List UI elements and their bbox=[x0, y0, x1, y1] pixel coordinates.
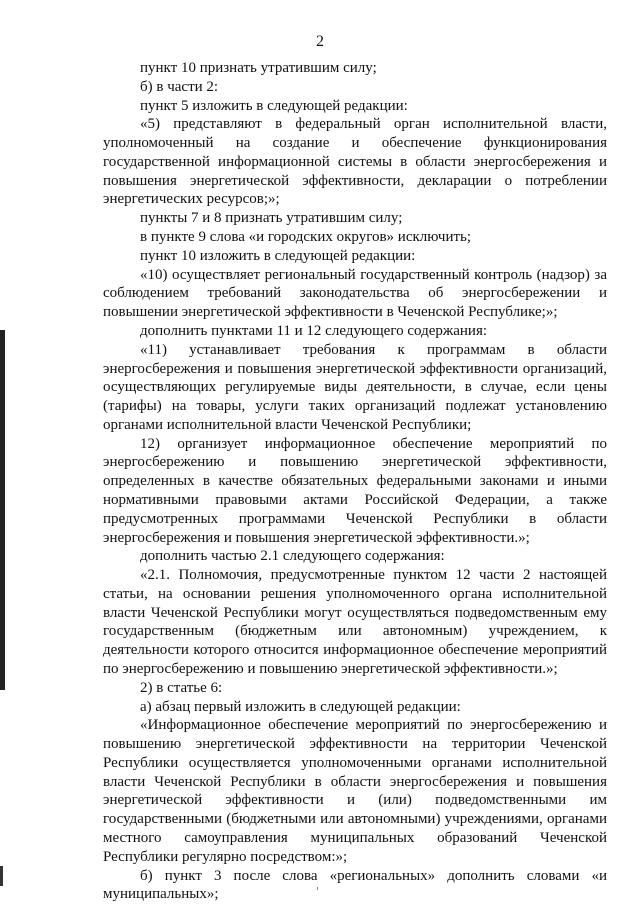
paragraph: «11) устанавливает требования к программам в области энергосбережения и повышения энергетической эффективности организаций, осуществляющих регулируемые виды деятельности, в случае, если цены (тарифы) на товары, услуги таких организаций подлежат установлению органами исполнительной власти Чеченской Республики; bbox=[103, 341, 607, 433]
paragraph: б) пункт 3 после слова «региональных» дополнить словами «и муниципальных»; bbox=[103, 867, 607, 903]
paragraph: б) в части 2: bbox=[140, 78, 219, 95]
paragraph: дополнить пунктами 11 и 12 следующего содержания: bbox=[140, 322, 488, 339]
paragraph: 12) организует информационное обеспечение мероприятий по энергосбережению и повышению энергетической эффективности, определенных в качестве обязательных федеральными законами и иными нормативными правовыми актами Российской Федерации, а также предусмотренных программами Чеченской Республики в области энергосбережения и повышения энергетической эффективности.»; bbox=[103, 435, 607, 546]
scan-edge-mark bbox=[0, 866, 3, 886]
paragraph: «Информационное обеспечение мероприятий по энергосбережению и повышению энергетической эффективности на территории Чеченской Республики осуществляется уполномоченными органами исполнительной власти Чеченской Республики в области энергосбережения и повышения энергетической эффективности и (или) подведомственными им государственными (бюджетными или автономными) учреждениями, органами местного самоуправления муниципальных образований Чеченской Республики регулярно посредством:»; bbox=[103, 717, 607, 865]
paragraph: пункты 7 и 8 признать утратившим силу; bbox=[140, 210, 403, 227]
paragraph: пункт 5 изложить в следующей редакции: bbox=[140, 97, 408, 114]
paragraph: 2) в статье 6: bbox=[140, 679, 223, 696]
paragraph: пункт 10 признать утратившим силу; bbox=[140, 60, 377, 76]
paragraph: дополнить частью 2.1 следующего содержания: bbox=[140, 548, 445, 565]
paragraph: «5) представляют в федеральный орган исполнительной власти, уполномоченный на создание и обеспечение функционирования государственной информационной системы в области энергосбережения и повышения энергетической эффективности, декларации о потреблении энергетических ресурсов;»; bbox=[103, 116, 607, 208]
paragraph: «10) осуществляет региональный государственный контроль (надзор) за соблюдением требований законодательства об энергосбережении и повышении энергетической эффективности в Чеченской Республике;»; bbox=[103, 266, 607, 321]
paragraph: в пункте 9 слова «и городских округов» исключить; bbox=[140, 229, 472, 246]
paragraph: пункт 10 изложить в следующей редакции: bbox=[140, 247, 416, 264]
paragraph: «2.1. Полномочия, предусмотренные пунктом 12 части 2 настоящей статьи, на основании решения уполномоченного органа исполнительной власти Чеченской Республики могут осуществляться подведомственным ему государственным (бюджетным или автономным) учреждением, к деятельности которого относится информационное обеспечение мероприятий по энергосбережению и повышению энергетической эффективности.»; bbox=[103, 567, 607, 677]
scan-edge-bar bbox=[0, 330, 5, 690]
document-body bbox=[103, 59, 607, 904]
paragraph: а) абзац первый изложить в следующей редакции: bbox=[140, 698, 461, 715]
page-number: 2 bbox=[316, 33, 324, 50]
